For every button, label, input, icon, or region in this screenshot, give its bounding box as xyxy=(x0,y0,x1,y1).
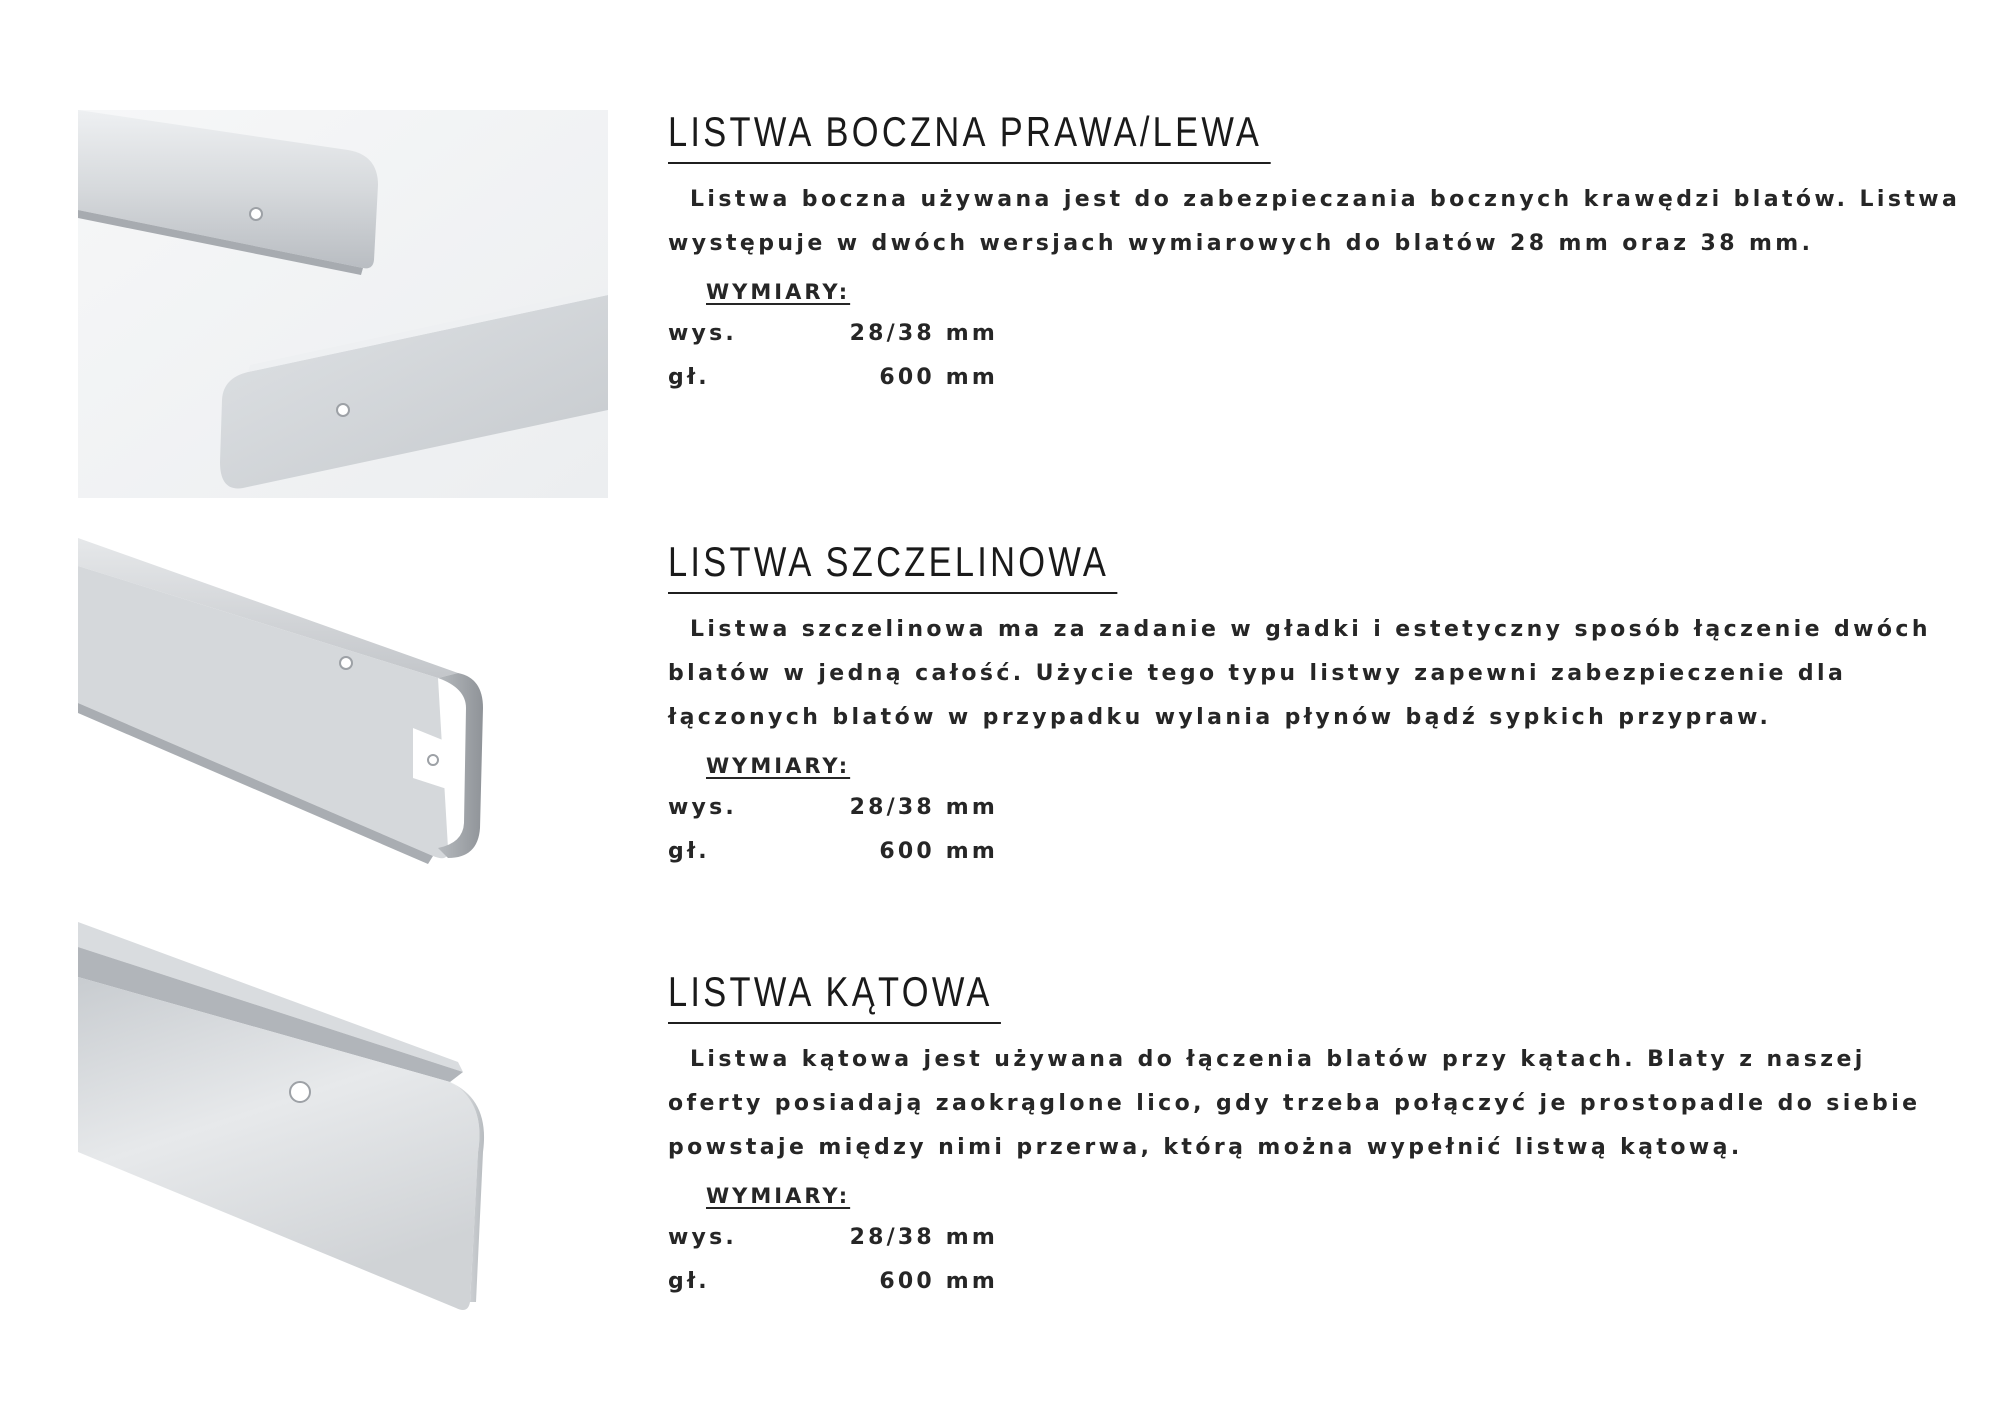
dimension-label: wys. xyxy=(668,795,737,820)
dimensions-list xyxy=(668,786,1968,874)
section-title: LISTWA BOCZNA PRAWA/LEWA xyxy=(668,108,1270,164)
section-description: Listwa kątowa jest używana do łączenia blatów przy kątach. Blaty z naszej oferty posiadają zaokrąglone lico, gdy trzeba połączyć je prostopadle do siebie powstaje między nimi przerwa, którą można wypełnić listwą kątową. xyxy=(668,1047,1921,1160)
dimension-value: 28/38 mm xyxy=(849,795,998,820)
section-title: LISTWA KĄTOWA xyxy=(668,968,1001,1024)
slot-trim-illustration xyxy=(78,538,518,878)
dimensions-heading: WYMIARY: xyxy=(706,280,851,304)
dimensions-heading: WYMIARY: xyxy=(706,754,851,778)
dimensions-list xyxy=(668,312,1968,400)
dimension-row-depth xyxy=(668,1260,1968,1304)
section-title: LISTWA SZCZELINOWA xyxy=(668,538,1117,594)
section-description: Listwa boczna używana jest do zabezpieczania bocznych krawędzi blatów. Listwa występuje w dwóch wersjach wymiarowych do blatów 28 mm oraz 38 mm. xyxy=(668,187,1961,256)
dimension-row-height xyxy=(668,312,1968,356)
dimension-row-height xyxy=(668,786,1968,830)
dimension-value: 600 mm xyxy=(879,365,998,390)
section-description: Listwa szczelinowa ma za zadanie w gładki i estetyczny sposób łączenie dwóch blatów w jedną całość. Użycie tego typu listwy zapewni zabezpieczenie dla łączonych blatów w przypadku wylania płynów bądź sypkich przypraw. xyxy=(668,617,1931,730)
section-side-trim xyxy=(668,108,1968,400)
dimension-row-height xyxy=(668,1216,1968,1260)
dimension-row-depth xyxy=(668,830,1968,874)
dimension-label: gł. xyxy=(668,1269,710,1294)
dimension-row-depth xyxy=(668,356,1968,400)
dimension-value: 28/38 mm xyxy=(849,321,998,346)
dimension-label: wys. xyxy=(668,321,737,346)
dimension-label: gł. xyxy=(668,365,710,390)
dimension-label: gł. xyxy=(668,839,710,864)
section-slot-trim xyxy=(668,538,1968,874)
product-photo-slot-trim xyxy=(78,538,518,878)
dimensions-heading: WYMIARY: xyxy=(706,1184,851,1208)
corner-trim-illustration xyxy=(78,922,518,1312)
dimension-value: 28/38 mm xyxy=(849,1225,998,1250)
product-photo-side-trim xyxy=(78,110,608,498)
side-trim-illustration xyxy=(78,110,608,498)
dimension-value: 600 mm xyxy=(879,1269,998,1294)
dimension-value: 600 mm xyxy=(879,839,998,864)
dimension-label: wys. xyxy=(668,1225,737,1250)
product-photo-corner-trim xyxy=(78,922,518,1312)
dimensions-list xyxy=(668,1216,1968,1304)
section-corner-trim xyxy=(668,968,1968,1304)
